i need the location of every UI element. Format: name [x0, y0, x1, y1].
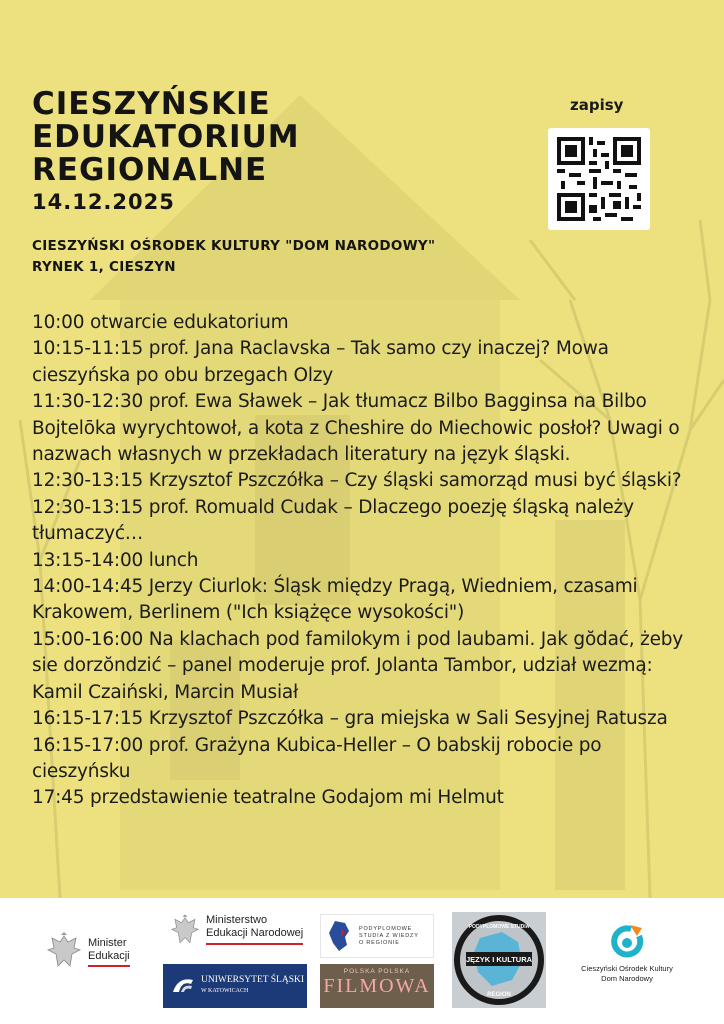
minister-edukacji-text: [88, 937, 130, 967]
schedule-item: 10:00 otwarcie edukatorium: [32, 312, 289, 333]
ministerstwo-edukacji-logo: [170, 914, 303, 948]
ministry-line2: Edukacji Narodowej: [206, 927, 304, 939]
film-logo-small-text: POLSKA POLSKA: [343, 968, 411, 975]
schedule-item: 11:30-12:30 prof. Ewa Sławek – Jak tłumacz Bilbo Bagginsa na Bilbo Bojtelōka wyrychtowoł, a kota z Cheshire do Miechowic posłoł? Uwagi o nazwach własnych w przekładach literatury na język śląski.: [32, 391, 680, 466]
silesia-map-icon: [327, 919, 353, 953]
schedule-item: 13:15-14:00 lunch: [32, 549, 199, 571]
event-title-line: EDUKATORIUM: [32, 119, 300, 155]
registration-qr-code[interactable]: [548, 128, 650, 230]
minister-line1: Minister: [88, 937, 127, 949]
schedule-item: 12:30-13:15 Krzysztof Pszczółka – Czy śląski samorząd musi być śląski?: [32, 470, 682, 492]
jezyk-i-kultura-emblem: [452, 912, 546, 1008]
ministry-line1: Ministerstwo: [206, 914, 268, 926]
postgrad-line2: STUDIA Z WIEDZY: [359, 932, 419, 939]
venue-address: [32, 236, 435, 278]
language-logo-middle: JĘZYK I KULTURA: [465, 955, 533, 964]
schedule-item: 15:00-16:00 Na klachach pod familokym i pod laubami. Jak gŏdać, żeby sie dorzŏndzić – panel moderuje prof. Jolanta Tambor, udział wezmą: Kamil Czaiński, Marcin Musiał: [32, 628, 684, 703]
culture-center-name: Cieszyński Ośrodek Kultury: [581, 964, 673, 973]
registration-label: zapisy: [570, 96, 624, 114]
schedule-item: 16:15-17:00 prof. Grażyna Kubica-Heller – O babskij robocie po cieszyńsku: [32, 734, 602, 782]
qr-code-icon: [553, 133, 645, 225]
polish-eagle-icon: [46, 932, 82, 972]
schedule-item: 14:00-14:45 Jerzy Ciurlok: Śląsk między Pragą, Wiedniem, czasami Krakowem, Berlinem ("Ich książęce wysokości"): [32, 576, 638, 624]
schedule-item: 17:45 przedstawienie teatralne Godajom mi Helmut: [32, 787, 504, 809]
schedule-item: 16:15-17:15 Krzysztof Pszczółka – gra miejska w Sali Sesyjnej Ratusza: [32, 708, 668, 730]
jezyk-i-kultura-logo: [452, 912, 546, 1008]
schedule-list: [32, 310, 702, 812]
culture-center-emblem-icon: [609, 924, 645, 960]
minister-edukacji-logo: [46, 932, 130, 972]
studia-podyplomowe-logo: [320, 914, 434, 958]
language-logo-bottom: REGION: [487, 992, 511, 998]
cieszynski-osrodek-kultury-logo: [562, 924, 692, 984]
culture-center-subname: Dom Narodowy: [601, 974, 653, 983]
venue-name: CIESZYŃSKI OŚRODEK KULTURY "DOM NARODOWY": [32, 238, 436, 254]
schedule-item: 12:30-13:15 prof. Romuald Cudak – Dlaczego poezję śląską należy tłumaczyć…: [32, 496, 634, 545]
event-title-line: REGIONALNE: [32, 152, 268, 188]
polska-filmowa-logo: [320, 964, 434, 1008]
venue-street: RYNEK 1, CIESZYN: [32, 259, 176, 275]
event-date: 14.12.2025: [32, 190, 175, 214]
university-name: UNIWERSYTET ŚLĄSKI: [201, 975, 305, 985]
polish-eagle-icon: [170, 914, 200, 948]
ministerstwo-edukacji-text: [206, 914, 303, 945]
film-logo-big-text: FILMOWA: [323, 975, 431, 997]
language-logo-top: PODYPLOMOWE STUDIA: [468, 924, 530, 930]
event-title: [32, 88, 300, 187]
university-city: W KATOWICACH: [201, 988, 249, 994]
schedule-item: 10:15-11:15 prof. Jana Raclavska – Tak samo czy inaczej? Mowa cieszyńska po obu brzegach Olzy: [32, 338, 609, 386]
postgrad-line3: O REGIONIE: [359, 939, 400, 946]
university-emblem-icon: [171, 976, 195, 996]
event-title-line: CIESZYŃSKIE: [32, 86, 271, 122]
minister-line2: Edukacji: [88, 950, 130, 962]
postgrad-line1: PODYPLOMOWE: [359, 925, 413, 932]
uniwersytet-slaski-logo: [163, 964, 307, 1008]
